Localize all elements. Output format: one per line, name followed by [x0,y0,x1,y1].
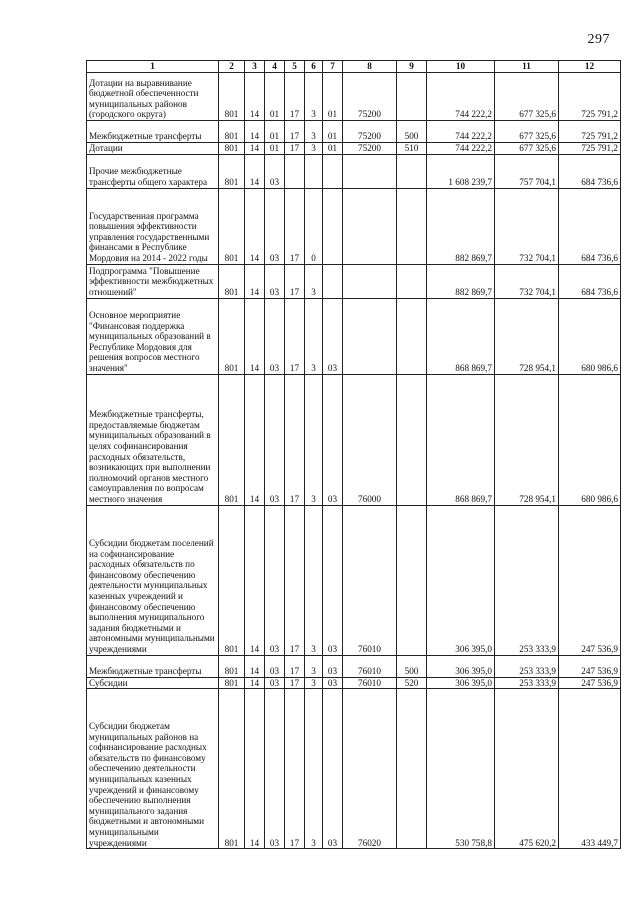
amount-year-2: 728 954,1 [495,374,559,505]
amount-year-1: 744 222,2 [427,73,495,121]
ministry-code: 801 [219,121,245,143]
amount-year-2: 253 333,9 [495,505,559,655]
amount-year-3: 725 791,2 [559,121,621,143]
program-code: 17 [285,121,305,143]
subprogram-code: 3 [305,298,323,374]
program-code: 17 [285,374,305,505]
col-header-subprogram: 6 [305,61,323,73]
activity-code: 03 [323,298,343,374]
section-code: 14 [245,154,265,188]
subsection-code: 01 [265,143,285,155]
col-header-subsection: 4 [265,61,285,73]
section-code: 14 [245,689,265,849]
subsection-code: 03 [265,689,285,849]
header-row [87,61,621,73]
row-name: Межбюджетные трансферты, предоставляемые бюджетам муниципальных образований в целях софинансирования расходных обязательств, возникающих при выполнении полномочий органов местного самоуправления по вопросам местного значения [87,374,219,505]
col-header-year-3: 12 [559,61,621,73]
program-code [285,154,305,188]
amount-year-2: 728 954,1 [495,298,559,374]
activity-code [323,154,343,188]
section-code: 14 [245,655,265,677]
ministry-code: 801 [219,154,245,188]
row-name: Дотации [87,143,219,155]
activity-code: 01 [323,73,343,121]
table-row [87,655,621,677]
direction-code: 76010 [343,677,397,689]
activity-code: 03 [323,677,343,689]
col-header-direction: 8 [343,61,397,73]
row-name: Государственная программа повышения эффективности управления государственными финансами в Республике Мордовия на 2014 - 2022 годы [87,188,219,264]
subsection-code: 01 [265,121,285,143]
subsection-code: 03 [265,154,285,188]
section-code: 14 [245,505,265,655]
activity-code: 01 [323,143,343,155]
direction-code: 76000 [343,374,397,505]
amount-year-3: 684 736,6 [559,264,621,298]
direction-code: 76020 [343,689,397,849]
subsection-code: 03 [265,264,285,298]
amount-year-1: 306 395,0 [427,677,495,689]
program-code: 17 [285,73,305,121]
amount-year-2: 677 325,6 [495,143,559,155]
col-header-activity: 7 [323,61,343,73]
amount-year-3: 684 736,6 [559,154,621,188]
program-code: 17 [285,188,305,264]
direction-code [343,154,397,188]
direction-code: 76010 [343,655,397,677]
amount-year-2: 732 704,1 [495,188,559,264]
expense-type-code [397,264,427,298]
table-row [87,143,621,155]
section-code: 14 [245,121,265,143]
row-name: Подпрограмма "Повышение эффективности межбюджетных отношений" [87,264,219,298]
ministry-code: 801 [219,374,245,505]
activity-code: 03 [323,689,343,849]
section-code: 14 [245,677,265,689]
col-header-program: 5 [285,61,305,73]
amount-year-1: 306 395,0 [427,505,495,655]
expense-type-code: 520 [397,677,427,689]
amount-year-1: 1 608 239,7 [427,154,495,188]
activity-code: 01 [323,121,343,143]
table-row [87,298,621,374]
activity-code [323,188,343,264]
amount-year-3: 725 791,2 [559,73,621,121]
expense-type-code: 500 [397,121,427,143]
subsection-code: 01 [265,73,285,121]
subsection-code: 03 [265,655,285,677]
amount-year-2: 757 704,1 [495,154,559,188]
amount-year-1: 882 869,7 [427,264,495,298]
ministry-code: 801 [219,188,245,264]
program-code: 17 [285,505,305,655]
amount-year-2: 677 325,6 [495,121,559,143]
section-code: 14 [245,374,265,505]
amount-year-2: 732 704,1 [495,264,559,298]
ministry-code: 801 [219,73,245,121]
table-body [87,73,621,849]
expense-type-code [397,374,427,505]
table-row [87,264,621,298]
subsection-code: 03 [265,505,285,655]
direction-code: 75200 [343,73,397,121]
subsection-code: 03 [265,374,285,505]
amount-year-2: 253 333,9 [495,655,559,677]
amount-year-3: 247 536,9 [559,505,621,655]
program-code: 17 [285,298,305,374]
row-name: Основное мероприятие "Финансовая поддержка муниципальных образований в Республике Мордовия для решения вопросов местного значения" [87,298,219,374]
table-row [87,121,621,143]
ministry-code: 801 [219,505,245,655]
subprogram-code: 3 [305,143,323,155]
direction-code: 76010 [343,505,397,655]
amount-year-3: 680 986,6 [559,298,621,374]
ministry-code: 801 [219,298,245,374]
program-code: 17 [285,677,305,689]
section-code: 14 [245,188,265,264]
activity-code: 03 [323,505,343,655]
program-code: 17 [285,689,305,849]
budget-table [86,60,621,849]
row-name: Межбюджетные трансферты [87,655,219,677]
col-header-name: 1 [87,61,219,73]
table-row [87,677,621,689]
row-name: Субсидии бюджетам муниципальных районов на софинансирование расходных обязательств по финансовому обеспечению деятельности муниципальных казенных учреждений и финансовому обеспечению выполнения муниципального задания бюджетными и автономными муниципальными учреждениями [87,689,219,849]
expense-type-code [397,73,427,121]
section-code: 14 [245,73,265,121]
amount-year-1: 744 222,2 [427,121,495,143]
subprogram-code: 3 [305,505,323,655]
row-name: Дотации на выравнивание бюджетной обеспеченности муниципальных районов (городского округа) [87,73,219,121]
row-name: Субсидии [87,677,219,689]
section-code: 14 [245,143,265,155]
amount-year-1: 882 869,7 [427,188,495,264]
activity-code [323,264,343,298]
subsection-code: 03 [265,677,285,689]
amount-year-3: 433 449,7 [559,689,621,849]
amount-year-2: 475 620,2 [495,689,559,849]
col-header-year-2: 11 [495,61,559,73]
subprogram-code: 0 [305,188,323,264]
table-row [87,689,621,849]
direction-code [343,298,397,374]
amount-year-3: 247 536,9 [559,655,621,677]
direction-code: 75200 [343,143,397,155]
page-number: 297 [587,32,610,47]
amount-year-1: 868 869,7 [427,374,495,505]
subsection-code: 03 [265,188,285,264]
table-row [87,374,621,505]
table-row [87,154,621,188]
expense-type-code [397,154,427,188]
subprogram-code: 3 [305,264,323,298]
subprogram-code: 3 [305,677,323,689]
subprogram-code: 3 [305,73,323,121]
amount-year-2: 253 333,9 [495,677,559,689]
row-name: Межбюджетные трансферты [87,121,219,143]
subprogram-code: 3 [305,121,323,143]
amount-year-2: 677 325,6 [495,73,559,121]
ministry-code: 801 [219,689,245,849]
expense-type-code [397,298,427,374]
expense-type-code: 500 [397,655,427,677]
amount-year-1: 530 758,8 [427,689,495,849]
program-code: 17 [285,655,305,677]
ministry-code: 801 [219,677,245,689]
subprogram-code: 3 [305,374,323,505]
amount-year-1: 744 222,2 [427,143,495,155]
table-row [87,505,621,655]
table-row [87,73,621,121]
subprogram-code: 3 [305,655,323,677]
ministry-code: 801 [219,655,245,677]
amount-year-3: 680 986,6 [559,374,621,505]
direction-code: 75200 [343,121,397,143]
activity-code: 03 [323,655,343,677]
subsection-code: 03 [265,298,285,374]
ministry-code: 801 [219,264,245,298]
col-header-ministry: 2 [219,61,245,73]
direction-code [343,264,397,298]
col-header-expense-type: 9 [397,61,427,73]
col-header-year-1: 10 [427,61,495,73]
amount-year-3: 725 791,2 [559,143,621,155]
row-name: Прочие межбюджетные трансферты общего характера [87,154,219,188]
col-header-section: 3 [245,61,265,73]
expense-type-code [397,188,427,264]
subprogram-code: 3 [305,689,323,849]
amount-year-1: 868 869,7 [427,298,495,374]
expense-type-code: 510 [397,143,427,155]
subprogram-code [305,154,323,188]
row-name: Субсидии бюджетам поселений на софинансирование расходных обязательств по финансовому обеспечению деятельности муниципальных казенных учреждений и финансовому обеспечению выполнения муниципального задания бюджетными и автономными муниципальными учреждениями [87,505,219,655]
section-code: 14 [245,298,265,374]
table-row [87,188,621,264]
ministry-code: 801 [219,143,245,155]
section-code: 14 [245,264,265,298]
expense-type-code [397,505,427,655]
amount-year-3: 247 536,9 [559,677,621,689]
program-code: 17 [285,143,305,155]
direction-code [343,188,397,264]
amount-year-3: 684 736,6 [559,188,621,264]
program-code: 17 [285,264,305,298]
expense-type-code [397,689,427,849]
amount-year-1: 306 395,0 [427,655,495,677]
activity-code: 03 [323,374,343,505]
